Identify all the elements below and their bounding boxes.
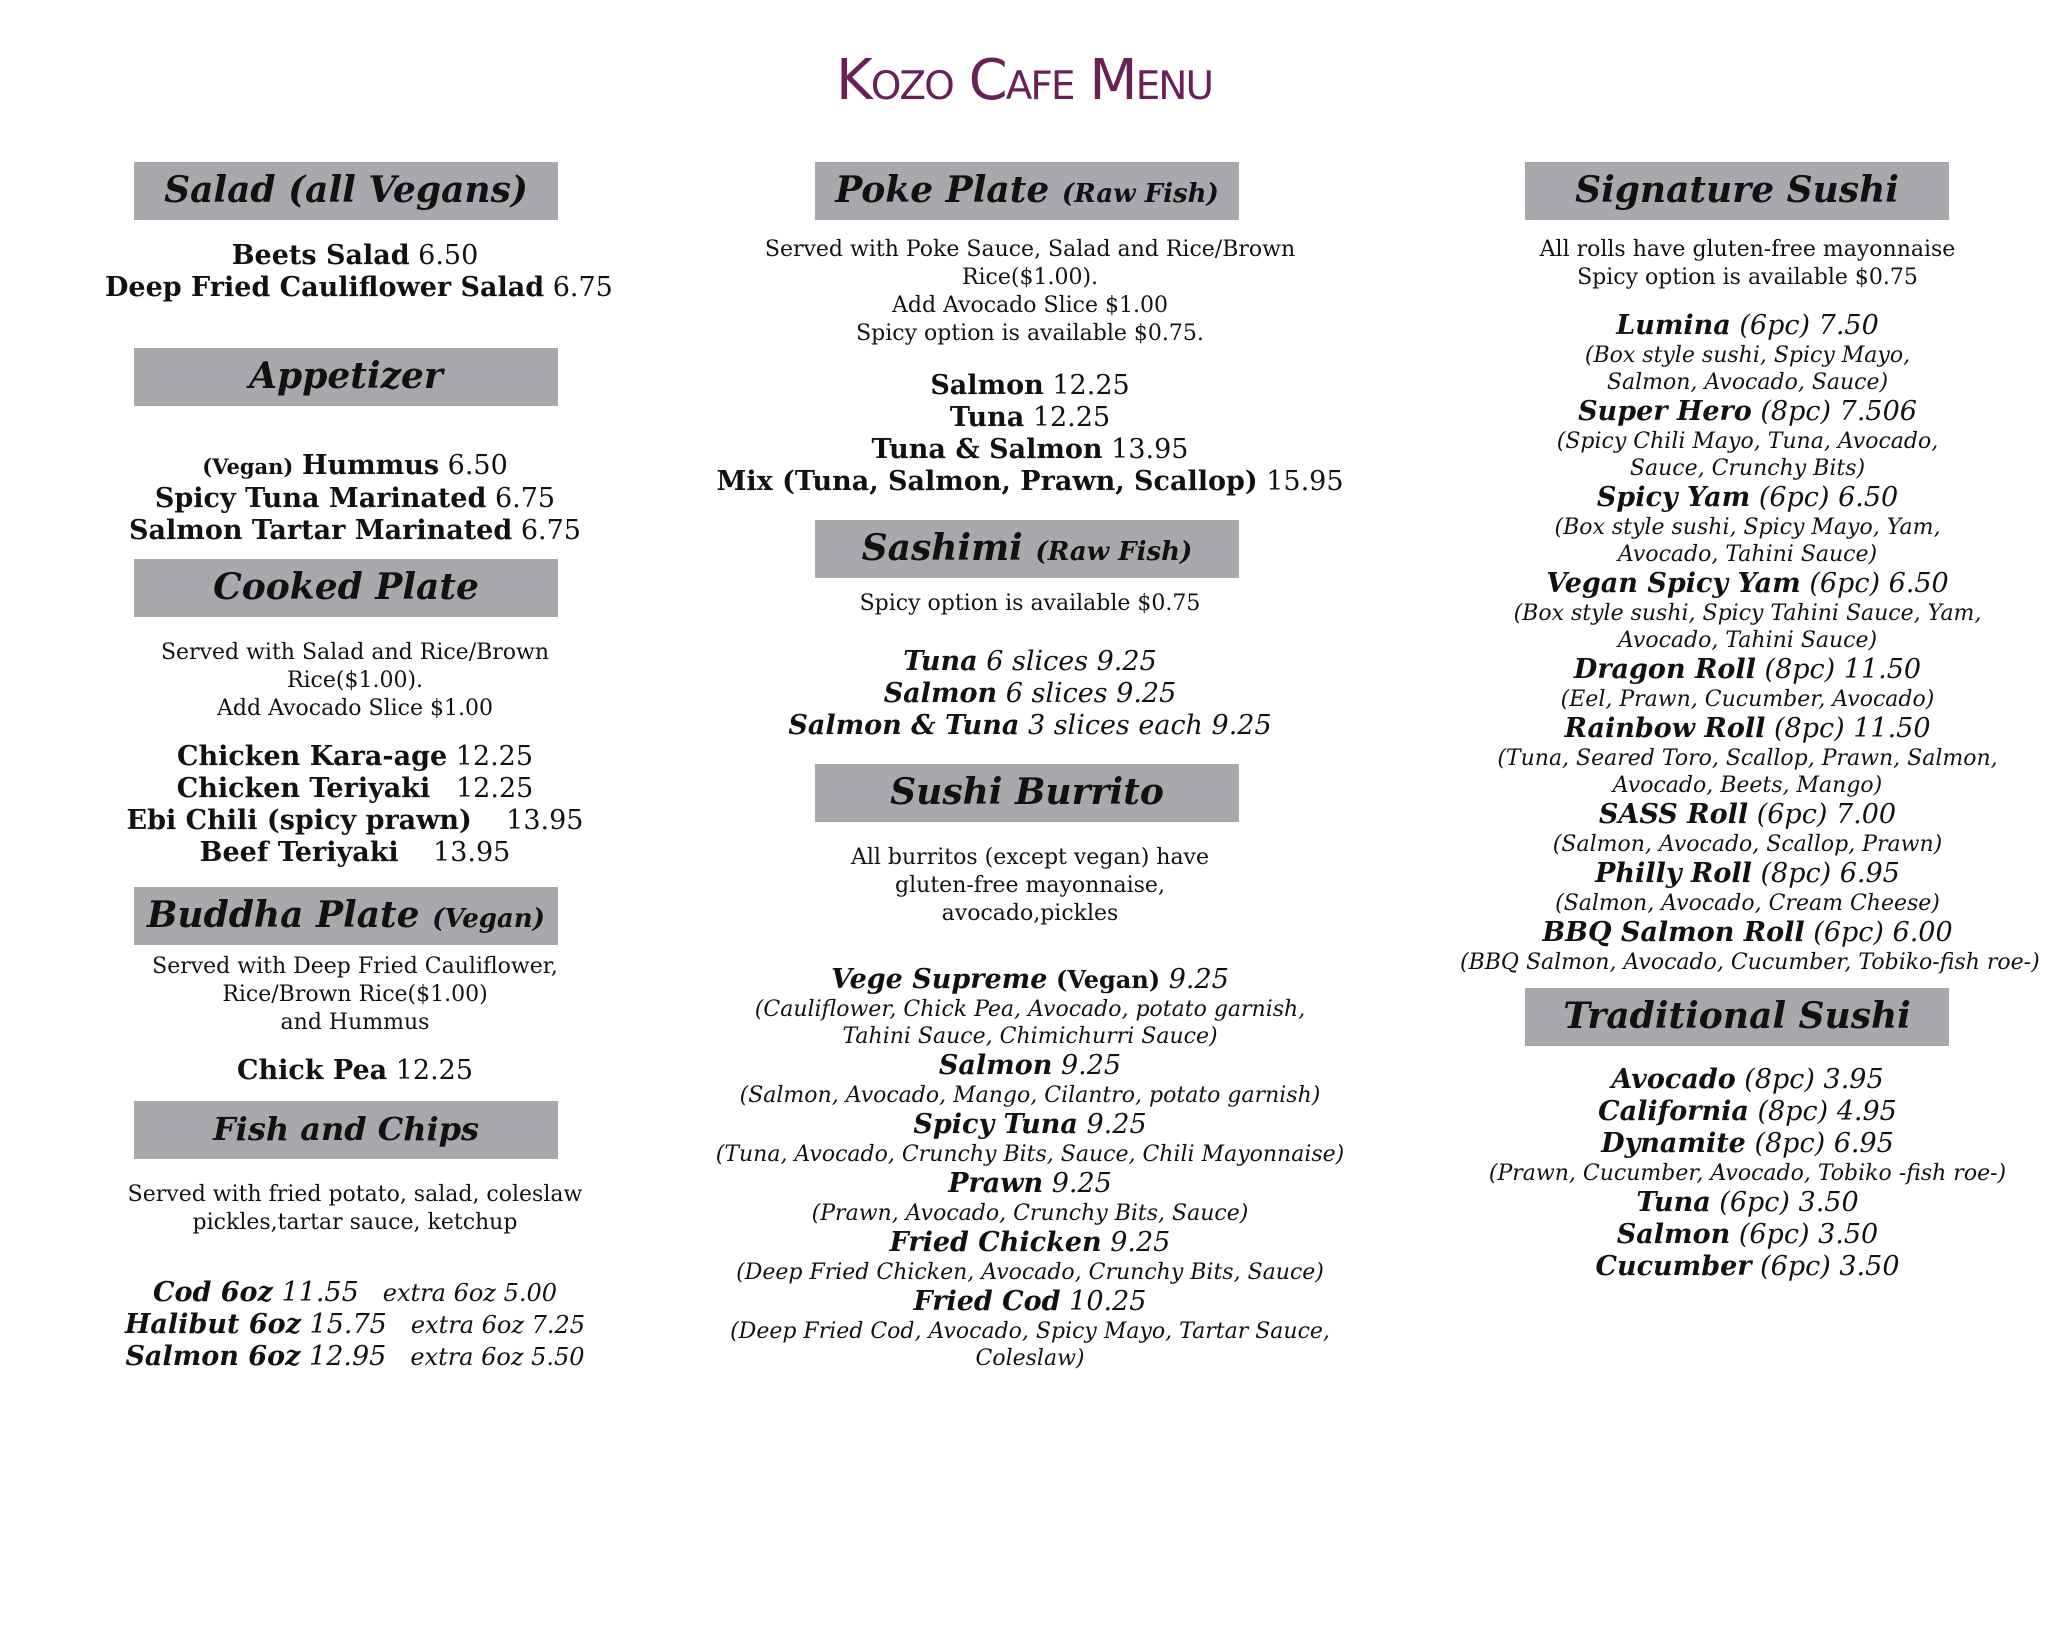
section-header-salad	[134, 162, 558, 220]
item-name: Tuna	[1636, 1187, 1711, 1218]
item-price: 12.25	[456, 773, 534, 804]
menu-item	[715, 434, 1345, 466]
item-name: Ebi Chili (spicy prawn)	[126, 805, 472, 836]
item-price: 7.00	[1835, 799, 1897, 830]
menu-item	[105, 272, 613, 304]
buddha-header-sub: (Vegan)	[432, 904, 545, 934]
item-name: Lumina	[1616, 310, 1731, 341]
item-qty: (8pc)	[1760, 396, 1832, 427]
item-tag: (Vegan)	[1055, 965, 1161, 994]
item-name: Cod 6oz	[152, 1277, 273, 1308]
item-name: Tuna	[903, 646, 978, 677]
item-name: Prawn	[948, 1168, 1044, 1199]
menu-item	[715, 1286, 1345, 1318]
item-price: 15.75	[309, 1309, 387, 1340]
menu-item	[1460, 1096, 2035, 1128]
poke-header-text: Poke Plate	[835, 169, 1050, 211]
item-name: Salmon Tartar Marinated	[129, 515, 513, 546]
item-qty: (6pc)	[1739, 310, 1811, 341]
item-qty: (6pc)	[1758, 482, 1830, 513]
item-price: 6.95	[1833, 1128, 1894, 1159]
item-description: (Salmon, Avocado, Mango, Cilantro, potato garnish)	[739, 1083, 1321, 1108]
item-price: 6.50	[1888, 568, 1949, 599]
item-description: Coleslaw)	[975, 1346, 1085, 1371]
item-description: Salmon, Avocado, Sauce)	[1606, 370, 1889, 395]
item-price: 4.95	[1836, 1096, 1897, 1127]
item-price: 9.25	[1060, 1050, 1122, 1081]
column-left	[105, 162, 613, 1373]
section-description: Spicy option is available $0.75.	[856, 321, 1204, 346]
item-name: Halibut 6oz	[124, 1309, 301, 1340]
menu-item	[1460, 1251, 2035, 1283]
menu-item	[1460, 482, 2035, 514]
item-price: 15.95	[1266, 466, 1344, 497]
menu-item	[105, 741, 605, 773]
menu-item	[105, 837, 605, 869]
item-qty: (8pc)	[1744, 1064, 1815, 1095]
item-price: 6.75	[552, 272, 613, 303]
item-extra: extra 6oz 7.25	[410, 1311, 586, 1339]
burrito-header-text: Sushi Burrito	[890, 771, 1164, 813]
section-description: pickles,tartar sauce, ketchup	[192, 1210, 518, 1235]
menu-item	[105, 450, 605, 483]
item-price: 9.25	[1051, 1168, 1112, 1199]
item-name: Fried Chicken	[889, 1227, 1102, 1258]
section-description: and Hummus	[280, 1010, 430, 1035]
menu-item	[105, 805, 605, 837]
section-description: Served with fried potato, salad, coleslaw	[127, 1182, 583, 1207]
item-price: 11.50	[1853, 713, 1931, 744]
menu-item	[105, 240, 605, 272]
item-price: 6.50	[447, 450, 508, 481]
item-price: 9.25	[1110, 1227, 1171, 1258]
menu-item	[1460, 858, 2035, 890]
item-name: Chicken Kara-age	[176, 741, 448, 772]
item-price: 11.55	[281, 1277, 359, 1308]
menu-item	[1460, 568, 2035, 600]
item-name: Dragon Roll	[1573, 654, 1756, 685]
item-description: (Salmon, Avocado, Scallop, Prawn)	[1552, 832, 1943, 857]
section-description: Served with Deep Fried Cauliflower,	[152, 954, 558, 979]
item-description: (BBQ Salmon, Avocado, Cucumber, Tobiko-fish roe-)	[1460, 950, 2040, 975]
section-description: avocado,pickles	[941, 901, 1119, 926]
item-price: 3.50	[1798, 1187, 1859, 1218]
item-name: Salmon	[883, 678, 998, 709]
item-price: 9.25	[1086, 1109, 1147, 1140]
item-price: 12.25	[395, 1055, 474, 1086]
item-price: 12.25	[1052, 370, 1130, 401]
section-description: Rice/Brown Rice($1.00)	[222, 982, 488, 1007]
menu-item	[1460, 713, 2035, 745]
item-description: Sauce, Crunchy Bits)	[1629, 456, 1866, 481]
column-center	[715, 162, 1345, 1372]
item-name: Cucumber	[1595, 1251, 1752, 1282]
item-price: 13.95	[506, 805, 584, 836]
item-name: SASS Roll	[1598, 799, 1749, 830]
item-qty: (6pc)	[1756, 799, 1828, 830]
item-price: 3.95	[1823, 1064, 1884, 1095]
section-description: All rolls have gluten-free mayonnaise	[1539, 237, 1956, 262]
item-name: Spicy Yam	[1596, 482, 1751, 513]
menu-item	[105, 515, 605, 547]
menu-item	[715, 678, 1345, 710]
menu-item	[1460, 917, 2035, 949]
item-price: 12.95	[309, 1341, 387, 1372]
section-header-sushi-burrito	[815, 764, 1239, 822]
salad-header-text: Salad (all Vegans)	[164, 169, 528, 211]
item-description: (Prawn, Avocado, Crunchy Bits, Sauce)	[811, 1201, 1249, 1226]
item-name: Philly Roll	[1595, 858, 1752, 889]
item-description: Avocado, Tahini Sauce)	[1617, 628, 1878, 653]
section-header-traditional-sushi	[1525, 988, 1949, 1046]
item-price: 6 slices 9.25	[986, 646, 1157, 677]
item-description: (Deep Fried Chicken, Avocado, Crunchy Bits, Sauce)	[736, 1260, 1324, 1285]
item-price: 6.95	[1839, 858, 1900, 889]
item-name: Avocado	[1611, 1064, 1736, 1095]
section-description: Served with Poke Sauce, Salad and Rice/Brown Rice($1.00).	[764, 237, 1296, 290]
item-extra: extra 6oz 5.50	[410, 1343, 585, 1371]
menu-item	[105, 773, 605, 805]
menu-item	[715, 1227, 1345, 1259]
item-price: 7.506	[1839, 396, 1917, 427]
menu-item	[1460, 396, 2035, 428]
item-qty: (8pc)	[1764, 654, 1836, 685]
item-price: 11.50	[1843, 654, 1922, 685]
menu-item	[105, 483, 605, 515]
item-qty: (6pc)	[1809, 568, 1880, 599]
menu-item	[1460, 310, 2035, 342]
sashimi-header-sub: (Raw Fish)	[1035, 537, 1193, 567]
menu-item	[105, 1277, 605, 1309]
column-right	[1460, 162, 2040, 1283]
item-name: Tuna	[949, 402, 1025, 433]
section-description: Add Avocado Slice $1.00	[892, 293, 1168, 318]
item-description: (Tuna, Avocado, Crunchy Bits, Sauce, Chili Mayonnaise)	[715, 1142, 1345, 1167]
poke-header-sub: (Raw Fish)	[1061, 179, 1219, 209]
item-price: 6.50	[418, 240, 479, 271]
item-name: Hummus	[301, 450, 440, 481]
section-header-poke-plate	[815, 162, 1239, 220]
section-header-signature-sushi	[1525, 162, 1949, 220]
menu-item	[715, 964, 1345, 996]
item-price: 6.75	[520, 515, 581, 546]
section-description: Add Avocado Slice $1.00	[217, 696, 493, 721]
item-price: 6.00	[1892, 917, 1953, 948]
item-price: 7.50	[1818, 310, 1879, 341]
menu-item	[1460, 654, 2035, 686]
section-header-cooked-plate	[134, 559, 558, 617]
section-header-fish-and-chips	[134, 1101, 558, 1159]
item-description: (Box style sushi, Spicy Tahini Sauce, Yam,	[1513, 601, 1982, 626]
item-name: Chick Pea	[236, 1055, 388, 1086]
item-name: Beets Salad	[231, 240, 410, 271]
item-qty: (6pc)	[1760, 1251, 1831, 1282]
menu-item	[105, 1309, 605, 1341]
menu-item	[105, 1055, 605, 1087]
signature-header-text: Signature Sushi	[1575, 169, 1899, 211]
item-name: Salmon 6oz	[125, 1341, 301, 1372]
menu-item	[1460, 1128, 2035, 1160]
menu-item	[105, 1341, 605, 1373]
section-header-buddha-plate	[134, 887, 558, 945]
item-price: 6.50	[1838, 482, 1899, 513]
item-description: Avocado, Beets, Mango)	[1612, 773, 1883, 798]
item-price: 13.95	[433, 837, 511, 868]
item-description: (Eel, Prawn, Cucumber, Avocado)	[1560, 687, 1935, 712]
item-description: (Salmon, Avocado, Cream Cheese)	[1555, 891, 1940, 916]
item-name: Deep Fried Cauliflower Salad	[105, 272, 545, 303]
item-qty: (6pc)	[1719, 1187, 1790, 1218]
item-extra: extra 6oz 5.00	[382, 1279, 558, 1307]
section-header-appetizer	[134, 348, 558, 406]
item-description: Avocado, Tahini Sauce)	[1617, 542, 1878, 567]
item-qty: (8pc)	[1760, 858, 1832, 889]
section-header-sashimi	[815, 520, 1239, 578]
item-name: Super Hero	[1578, 396, 1752, 427]
item-description: (Deep Fried Cod, Avocado, Spicy Mayo, Tartar Sauce,	[730, 1319, 1330, 1344]
section-description: gluten-free mayonnaise,	[895, 873, 1165, 898]
item-price: 9.25	[1168, 964, 1229, 995]
menu-item	[715, 1050, 1345, 1082]
appetizer-header-text: Appetizer	[249, 355, 443, 397]
menu-item	[1460, 1219, 2035, 1251]
item-name: Tuna & Salmon	[871, 434, 1103, 465]
item-name: Spicy Tuna	[913, 1109, 1078, 1140]
item-name: Spicy Tuna Marinated	[154, 483, 487, 514]
item-qty: (6pc)	[1813, 917, 1884, 948]
item-qty: (8pc)	[1754, 1128, 1826, 1159]
item-name: Mix (Tuna, Salmon, Prawn, Scallop)	[716, 466, 1258, 497]
item-description: (Cauliflower, Chick Pea, Avocado, potato garnish,	[754, 997, 1306, 1022]
item-qty: (6pc)	[1738, 1219, 1810, 1250]
item-name: Vege Supreme	[831, 964, 1048, 995]
item-name: Dynamite	[1601, 1128, 1746, 1159]
cooked-header-text: Cooked Plate	[213, 566, 479, 608]
section-description: Spicy option is available $0.75	[1577, 265, 1918, 290]
item-name: California	[1598, 1096, 1749, 1127]
menu-item	[1460, 799, 2035, 831]
item-price: 10.25	[1069, 1286, 1147, 1317]
item-name: Salmon & Tuna	[788, 710, 1020, 741]
item-name: BBQ Salmon Roll	[1542, 917, 1805, 948]
menu-item	[715, 1109, 1345, 1141]
item-name: Fried Cod	[913, 1286, 1061, 1317]
traditional-header-text: Traditional Sushi	[1563, 995, 1911, 1037]
item-tag: (Vegan)	[202, 454, 294, 479]
item-description: (Prawn, Cucumber, Avocado, Tobiko -fish roe-)	[1488, 1161, 2007, 1186]
item-name: Vegan Spicy Yam	[1546, 568, 1801, 599]
item-description: Tahini Sauce, Chimichurri Sauce)	[842, 1024, 1218, 1049]
item-price: 6 slices 9.25	[1005, 678, 1177, 709]
item-price: 12.25	[455, 741, 534, 772]
menu-item	[715, 1168, 1345, 1200]
menu-item	[715, 466, 1345, 498]
item-name: Salmon	[1616, 1219, 1731, 1250]
menu-title: Kozo Cafe Menu	[836, 48, 1212, 113]
section-description: Served with Salad and Rice/Brown Rice($1.00).	[160, 640, 550, 693]
item-price: 3.50	[1818, 1219, 1879, 1250]
section-description: All burritos (except vegan) have	[850, 845, 1210, 870]
item-price: 12.25	[1032, 402, 1111, 433]
item-price: 13.95	[1111, 434, 1189, 465]
item-name: Chicken Teriyaki	[176, 773, 431, 804]
menu-item	[715, 646, 1345, 678]
menu-item	[715, 402, 1345, 434]
item-name: Salmon	[938, 1050, 1053, 1081]
item-price: 3.50	[1839, 1251, 1900, 1282]
item-qty: (8pc)	[1773, 713, 1845, 744]
item-name: Beef Teriyaki	[199, 837, 399, 868]
fish-header-text: Fish and Chips	[212, 1110, 480, 1148]
buddha-header-text: Buddha Plate	[146, 894, 420, 936]
item-description: (Box style sushi, Spicy Mayo,	[1584, 343, 1911, 368]
menu-item	[715, 370, 1345, 402]
menu-item	[715, 710, 1345, 742]
item-price: 6.75	[494, 483, 556, 514]
item-name: Salmon	[930, 370, 1044, 401]
item-qty: (8pc)	[1757, 1096, 1829, 1127]
item-description: (Box style sushi, Spicy Mayo, Yam,	[1554, 515, 1941, 540]
item-price: 3 slices each 9.25	[1027, 710, 1272, 741]
item-name: Rainbow Roll	[1564, 713, 1766, 744]
item-description: (Spicy Chili Mayo, Tuna, Avocado,	[1556, 429, 1939, 454]
item-description: (Tuna, Seared Toro, Scallop, Prawn, Salmon,	[1497, 746, 1998, 771]
menu-item	[1460, 1187, 2035, 1219]
menu-item	[1460, 1064, 2035, 1096]
section-description: Spicy option is available $0.75	[859, 591, 1201, 616]
sashimi-header-text: Sashimi	[861, 527, 1023, 569]
